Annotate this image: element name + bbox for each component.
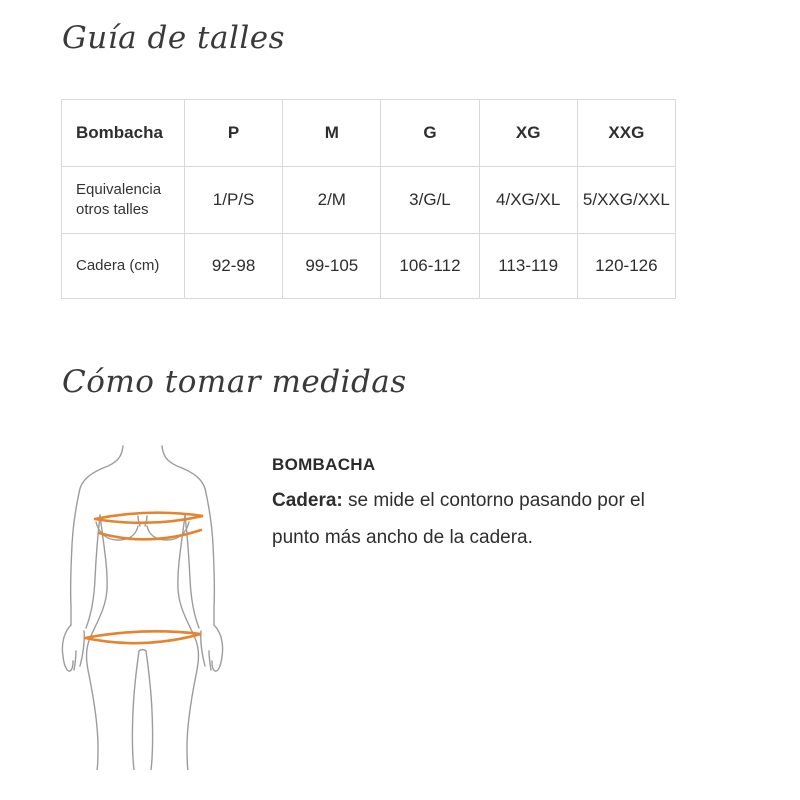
row-label-equivalences: Equivalencia otros talles — [62, 167, 185, 234]
measure-instructions — [272, 455, 672, 548]
table-row-hip — [62, 234, 676, 299]
size-guide-title: Guía de talles — [62, 20, 286, 56]
hip-instruction-label: Cadera: — [272, 490, 343, 511]
equivalence-value: 4/XG/XL — [479, 167, 577, 234]
hip-measure-line — [85, 631, 201, 643]
hip-range-value: 120-126 — [577, 234, 675, 299]
equivalence-value: 5/XXG/XXL — [577, 167, 675, 234]
equivalence-value: 1/P/S — [185, 167, 283, 234]
female-torso-outline-illustration — [55, 445, 230, 770]
equivalence-value: 3/G/L — [381, 167, 479, 234]
how-to-measure-title: Cómo tomar medidas — [62, 364, 407, 400]
equivalence-value: 2/M — [283, 167, 381, 234]
body-measurement-figure — [55, 445, 230, 770]
hip-range-value: 92-98 — [185, 234, 283, 299]
hip-range-value: 113-119 — [479, 234, 577, 299]
hip-range-value: 99-105 — [283, 234, 381, 299]
size-col-m: M — [283, 100, 381, 167]
hip-instruction-text: se mide el contorno pasando por el punto más ancho de la cadera. — [272, 490, 645, 548]
bust-measure-line — [95, 513, 203, 523]
size-table-header-row — [62, 100, 676, 167]
table-row-equivalences — [62, 167, 676, 234]
garment-heading: BOMBACHA — [272, 455, 376, 474]
size-col-p: P — [185, 100, 283, 167]
size-table-product-header: Bombacha — [62, 100, 185, 167]
size-table — [61, 99, 676, 299]
hip-instruction — [272, 482, 657, 556]
size-col-xxg: XXG — [577, 100, 675, 167]
size-col-xg: XG — [479, 100, 577, 167]
row-label-hip: Cadera (cm) — [62, 234, 185, 299]
size-col-g: G — [381, 100, 479, 167]
hip-range-value: 106-112 — [381, 234, 479, 299]
